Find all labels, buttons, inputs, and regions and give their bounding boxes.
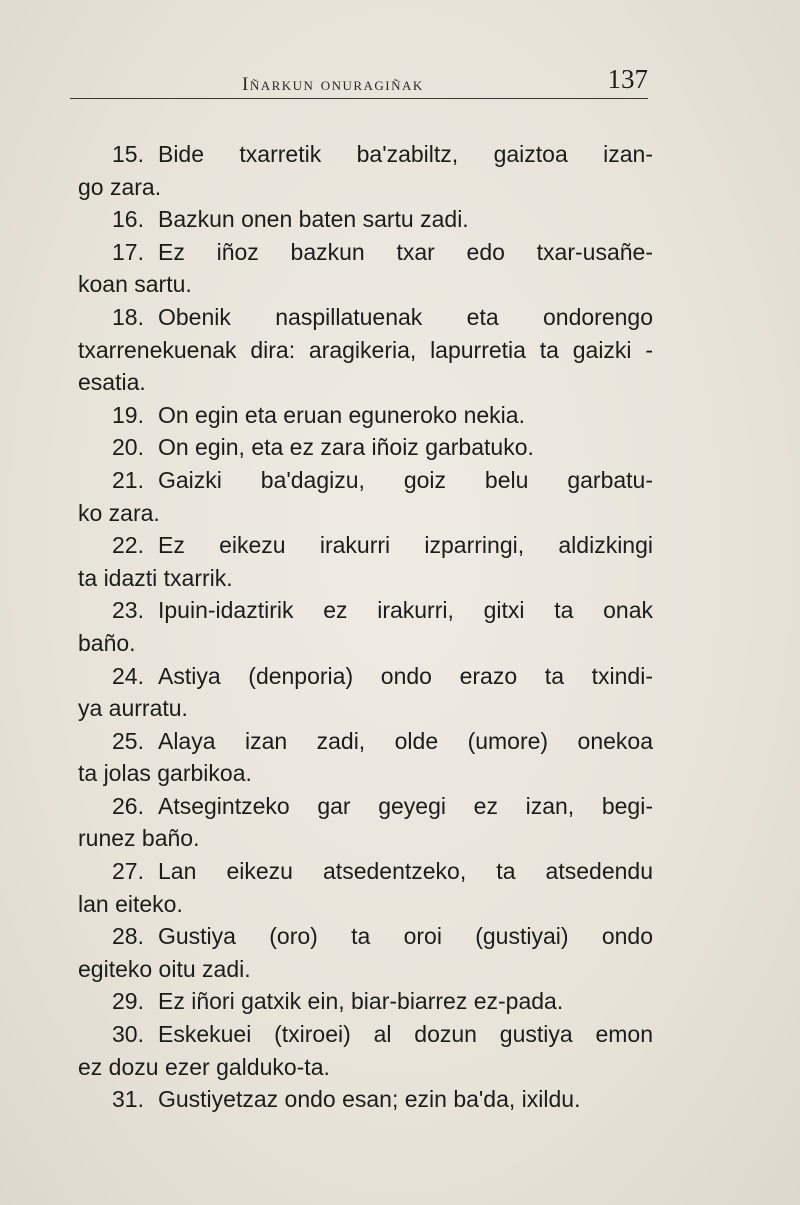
list-item [78,464,653,529]
item-number: 22. [112,532,144,559]
list-item [78,790,653,855]
running-title: Iñarkun onuragiñak [242,74,424,95]
item-text: Bazkun onen baten sartu zadi. [157,206,469,233]
item-number: 15. [112,141,144,167]
item-number: 18. [112,303,144,330]
item-number: 26. [112,792,144,819]
list-item [78,855,653,920]
item-text: Ez iñori gatxik ein, biar-biarrez ez-pada. [157,988,564,1015]
item-text: Alaya izan zadi, olde (umore) onekoa [157,727,653,754]
list-item [78,920,653,985]
item-text: Astiya (denporia) ondo erazo ta txindi- [157,662,653,689]
list-item [78,138,653,203]
page-header [70,62,648,100]
item-text: Lan eikezu atsedentzeko, ta atsedendu [157,858,653,885]
item-text: Bide txarretik ba'zabiltz, gaiztoa izan- [157,141,653,167]
item-number: 30. [112,1021,144,1048]
item-text-continued: ko zara. [78,499,160,526]
item-text-continued: go zara. [78,173,162,200]
list-item [78,203,653,236]
item-number: 24. [112,662,144,689]
item-number: 21. [112,466,144,493]
item-text-continued: koan sartu. [78,271,192,298]
item-number: 16. [112,206,144,233]
list-item [78,725,653,790]
item-number: 23. [112,597,144,624]
item-text-continued: ta jolas garbikoa. [78,760,252,787]
list-item [78,301,653,399]
item-text: Ez iñoz bazkun txar edo txar-usañe- [157,238,653,265]
list-item [78,399,653,432]
item-number: 19. [112,401,144,428]
list-item [78,660,653,725]
item-text-continued: ya aurratu. [78,695,188,722]
list-item [78,1083,653,1116]
item-text: Atsegintzeko gar geyegi ez izan, begi- [157,792,653,819]
item-number: 29. [112,988,144,1015]
item-number: 17. [112,238,144,265]
item-number: 28. [112,923,144,950]
list-item [78,236,653,301]
list-item [78,529,653,594]
item-text: Ez eikezu irakurri izparringi, aldizkingi [157,532,653,559]
item-text: Gustiyetzaz ondo esan; ezin ba'da, ixildu. [157,1086,581,1113]
item-text-continued: egiteko oitu zadi. [78,955,251,982]
item-text-continued: txarrenekuenak dira: aragikeria, lapurretia ta gaizki - esatia. [78,336,653,396]
item-text-continued: ez dozu ezer galduko-ta. [78,1053,330,1080]
item-text: Gaizki ba'dagizu, goiz belu garbatu- [157,466,653,493]
list-item [78,985,653,1018]
list-item [78,431,653,464]
page-number: 137 [607,64,648,94]
item-number: 31. [112,1086,144,1113]
item-text: Gustiya (oro) ta oroi (gustiyai) ondo [157,923,653,950]
item-number: 20. [112,434,144,461]
item-number: 27. [112,858,144,885]
item-text: On egin eta eruan eguneroko nekia. [157,401,525,428]
item-text-continued: ta idazti txarrik. [78,564,233,591]
item-number: 25. [112,727,144,754]
header-rule [70,98,648,99]
numbered-list [78,138,653,1116]
item-text: On egin, eta ez zara iñoiz garbatuko. [157,434,534,461]
list-item [78,594,653,659]
item-text-continued: lan eiteko. [78,890,183,917]
item-text: Eskekuei (txiroei) al dozun gustiya emon [157,1021,653,1048]
item-text-continued: baño. [78,629,136,656]
item-text-continued: runez baño. [78,825,200,852]
item-text: Obenik naspillatuenak eta ondorengo [157,303,653,330]
list-item [78,1018,653,1083]
item-text: Ipuin-idaztirik ez irakurri, gitxi ta onak [157,597,653,624]
